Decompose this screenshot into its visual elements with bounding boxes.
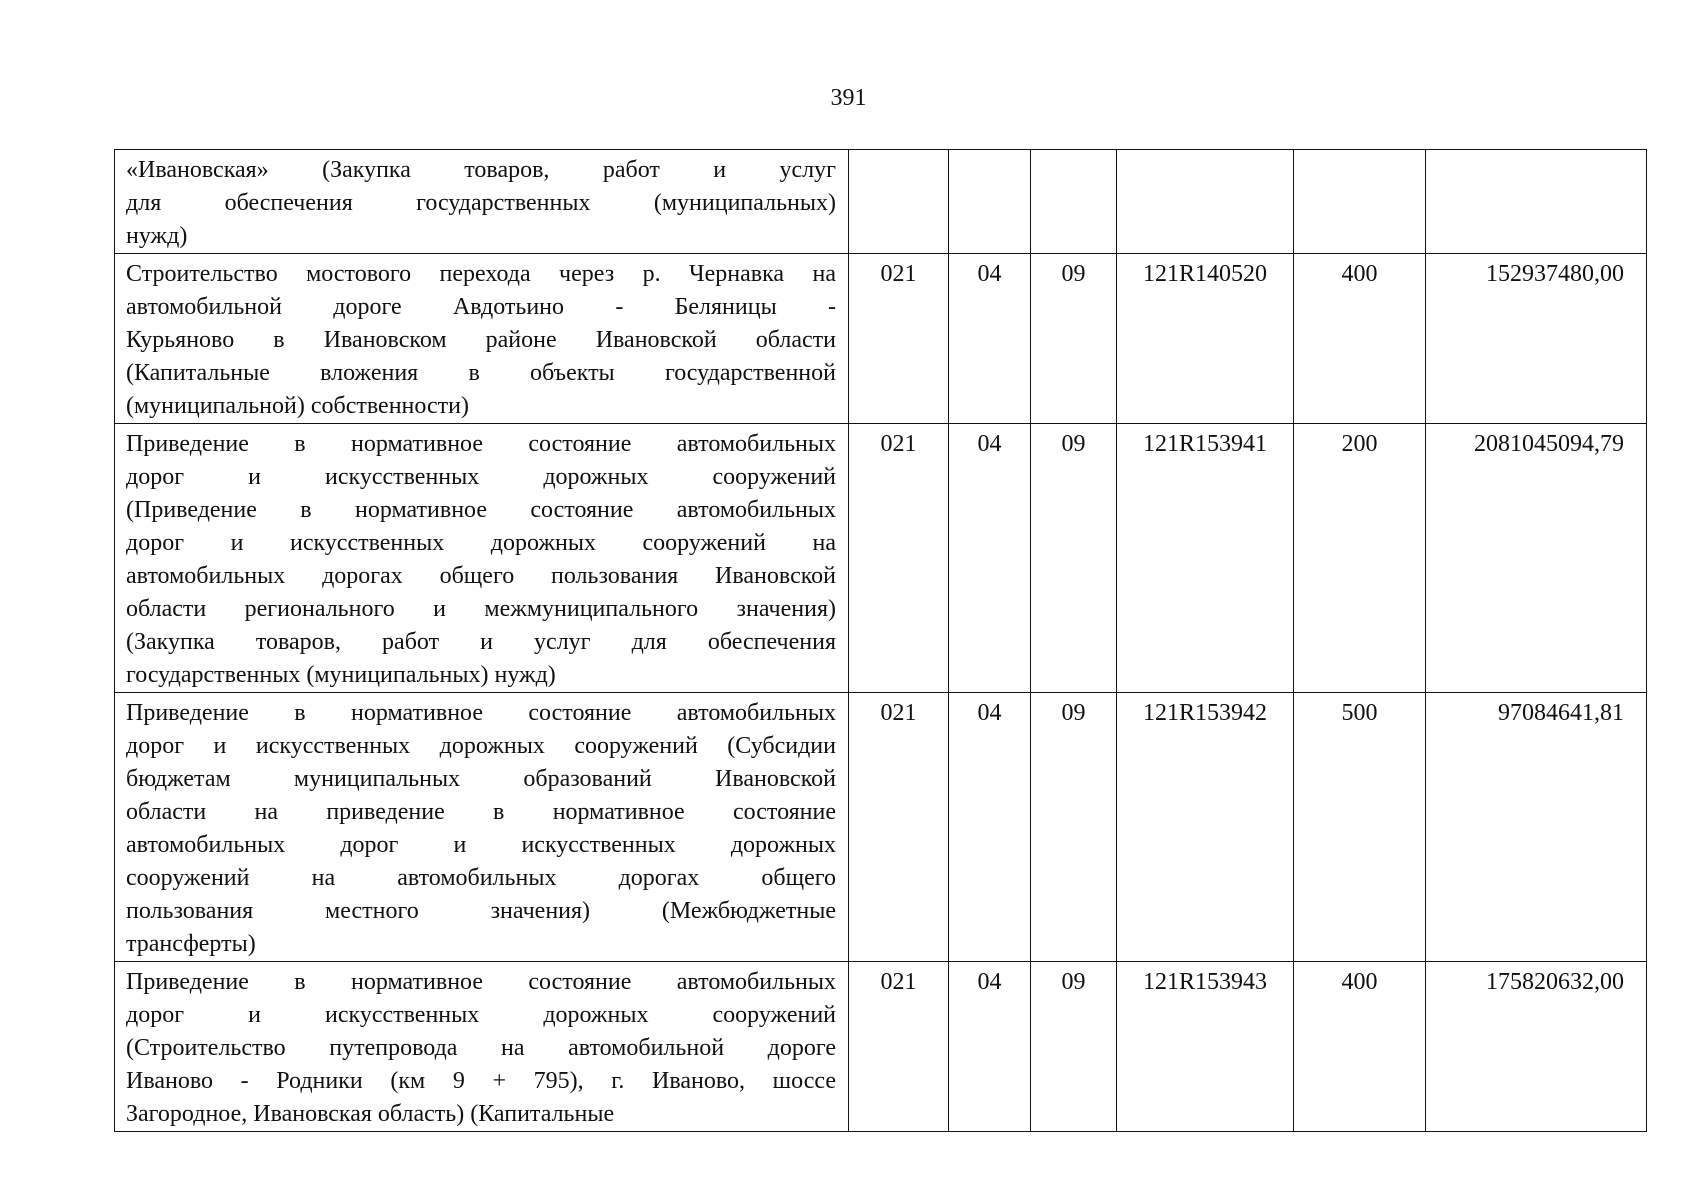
budget-table (114, 149, 1647, 1132)
section-code-cell: 04 (949, 424, 1031, 693)
description-line: Приведение в нормативное состояние автомобильных (126, 431, 836, 457)
description-line: Приведение в нормативное состояние автомобильных (126, 700, 836, 726)
description-line: государственных (муниципальных) нужд) (126, 662, 556, 688)
description-line: (Капитальные вложения в объекты государственной (126, 360, 836, 386)
row-description (115, 150, 849, 254)
description-line: дорог и искусственных дорожных сооружений на (126, 530, 836, 556)
description-line: (Приведение в нормативное состояние автомобильных (126, 497, 836, 523)
target-article-cell: 121R153943 (1117, 962, 1294, 1132)
description-line: области регионального и межмуниципального значения) (126, 596, 836, 622)
subsection-code-cell: 09 (1031, 962, 1117, 1132)
section-code-cell: 04 (949, 962, 1031, 1132)
description-line: (муниципальной) собственности) (126, 393, 469, 419)
description-line: Иваново - Родники (км 9 + 795), г. Иваново, шоссе (126, 1068, 836, 1094)
description-line: «Ивановская» (Закупка товаров, работ и услуг (126, 157, 836, 183)
description-line: автомобильной дороге Авдотьино - Беляницы - (126, 294, 836, 320)
expense-type-cell: 200 (1294, 424, 1426, 693)
section-code-cell: 04 (949, 693, 1031, 962)
subsection-code-cell: 09 (1031, 424, 1117, 693)
description-line: бюджетам муниципальных образований Ивановской (126, 766, 836, 792)
admin-code-cell (849, 150, 949, 254)
description-line: Строительство мостового перехода через р. Чернавка на (126, 261, 836, 287)
description-line: Приведение в нормативное состояние автомобильных (126, 969, 836, 995)
description-line: автомобильных дорогах общего пользования Ивановской (126, 563, 836, 589)
target-article-cell: 121R140520 (1117, 254, 1294, 424)
table-row (115, 424, 1647, 693)
description-line: дорог и искусственных дорожных сооружений (Субсидии (126, 733, 836, 759)
expense-type-cell: 400 (1294, 254, 1426, 424)
amount-cell: 152937480,00 (1426, 254, 1647, 424)
description-line: автомобильных дорог и искусственных дорожных (126, 832, 836, 858)
description-line: области на приведение в нормативное состояние (126, 799, 836, 825)
admin-code-cell: 021 (849, 693, 949, 962)
section-code-cell (949, 150, 1031, 254)
target-article-cell: 121R153942 (1117, 693, 1294, 962)
expense-type-cell: 400 (1294, 962, 1426, 1132)
description-line: Курьяново в Ивановском районе Ивановской области (126, 327, 836, 353)
row-description (115, 424, 849, 693)
amount-cell: 97084641,81 (1426, 693, 1647, 962)
description-line: сооружений на автомобильных дорогах общего (126, 865, 836, 891)
expense-type-cell: 500 (1294, 693, 1426, 962)
section-code-cell: 04 (949, 254, 1031, 424)
description-line: (Строительство путепровода на автомобильной дороге (126, 1035, 836, 1061)
table-row (115, 693, 1647, 962)
page-number: 391 (830, 85, 867, 111)
amount-cell: 175820632,00 (1426, 962, 1647, 1132)
table-row (115, 254, 1647, 424)
description-line: трансферты) (126, 931, 256, 957)
subsection-code-cell: 09 (1031, 693, 1117, 962)
amount-cell: 2081045094,79 (1426, 424, 1647, 693)
admin-code-cell: 021 (849, 424, 949, 693)
row-description (115, 693, 849, 962)
subsection-code-cell: 09 (1031, 254, 1117, 424)
description-line: нужд) (126, 223, 188, 249)
expense-type-cell (1294, 150, 1426, 254)
table-row (115, 962, 1647, 1132)
description-line: пользования местного значения) (Межбюджетные (126, 898, 836, 924)
description-line: (Закупка товаров, работ и услуг для обеспечения (126, 629, 836, 655)
description-line: для обеспечения государственных (муниципальных) (126, 190, 836, 216)
admin-code-cell: 021 (849, 254, 949, 424)
table-row (115, 150, 1647, 254)
row-description (115, 254, 849, 424)
admin-code-cell: 021 (849, 962, 949, 1132)
description-line: дорог и искусственных дорожных сооружений (126, 464, 836, 490)
target-article-cell: 121R153941 (1117, 424, 1294, 693)
description-line: Загородное, Ивановская область) (Капитальные (126, 1101, 615, 1127)
description-line: дорог и искусственных дорожных сооружений (126, 1002, 836, 1028)
amount-cell (1426, 150, 1647, 254)
subsection-code-cell (1031, 150, 1117, 254)
row-description (115, 962, 849, 1132)
target-article-cell (1117, 150, 1294, 254)
table-body (115, 150, 1647, 1132)
